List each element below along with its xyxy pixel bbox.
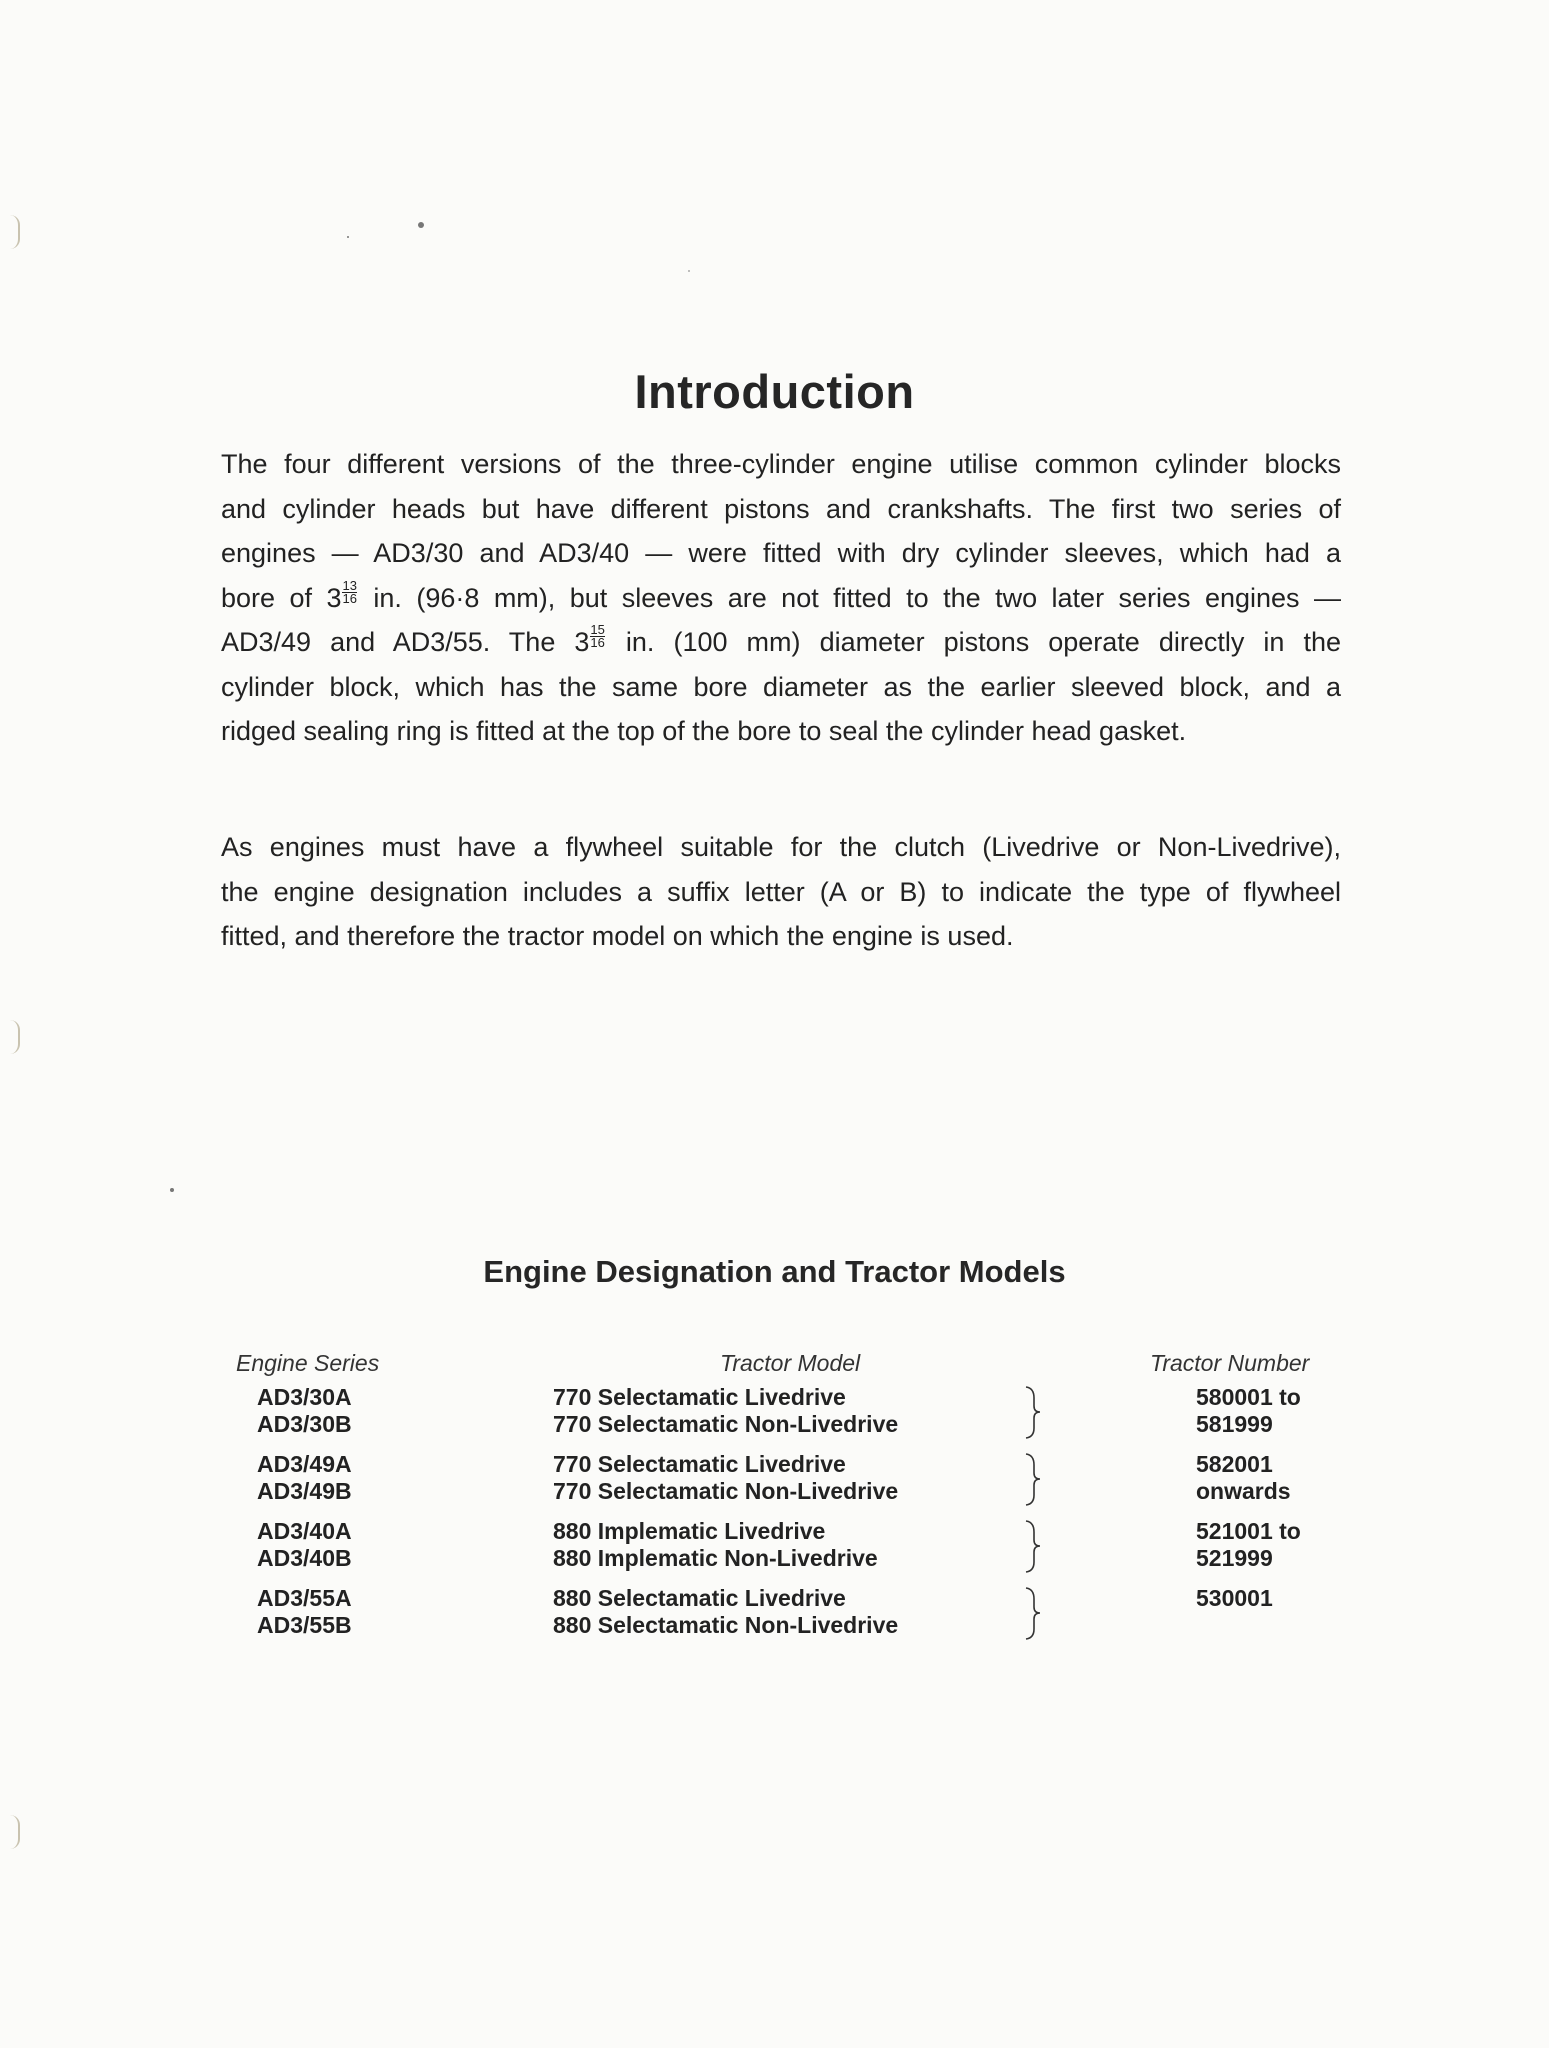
table-row-group <box>0 1451 1549 1507</box>
tractor-number: 530001 <box>1196 1585 1273 1611</box>
tractor-number: onwards <box>1196 1478 1291 1504</box>
engine-series: AD3/55B <box>257 1612 352 1638</box>
scan-speck <box>170 1188 174 1192</box>
table-title: Engine Designation and Tractor Models <box>483 1254 1066 1289</box>
column-header-engine-series: Engine Series <box>236 1350 380 1376</box>
fraction-numerator: 15 <box>590 622 605 637</box>
scan-edge-mark <box>10 215 20 249</box>
scan-speck <box>688 270 690 272</box>
text-fragment: bore of 3 <box>221 582 342 613</box>
fraction-denominator: 16 <box>342 590 357 606</box>
tractor-number: 521001 to <box>1196 1518 1301 1544</box>
text-line: and cylinder heads but have different pistons and crankshafts. The first two series of <box>221 493 1341 524</box>
tractor-model-cell <box>553 1451 898 1505</box>
tractor-number: 580001 to <box>1196 1384 1301 1410</box>
engine-series: AD3/49A <box>257 1451 352 1477</box>
tractor-number: 521999 <box>1196 1545 1273 1571</box>
table-row-group <box>0 1384 1549 1440</box>
tractor-model: 770 Selectamatic Non-Livedrive <box>553 1411 899 1437</box>
scan-speck <box>347 236 349 238</box>
text-line: ridged sealing ring is fitted at the top of the bore to seal the cylinder head gasket. <box>221 716 1187 746</box>
page-title: Introduction <box>634 365 915 418</box>
tractor-model: 880 Selectamatic Non-Livedrive <box>553 1612 899 1638</box>
right-brace-icon <box>1022 1585 1046 1641</box>
tractor-model-cell <box>553 1384 898 1438</box>
engine-series: AD3/40A <box>257 1518 352 1544</box>
text-line: cylinder block, which has the same bore diameter as the earlier sleeved block, and a <box>221 671 1341 702</box>
right-brace-icon <box>1022 1384 1046 1440</box>
column-header-tractor-number: Tractor Number <box>1150 1350 1310 1376</box>
tractor-number-cell <box>1196 1451 1291 1505</box>
engine-series-cell <box>257 1518 352 1572</box>
tractor-model: 880 Selectamatic Livedrive <box>553 1585 846 1611</box>
engine-series: AD3/49B <box>257 1478 352 1504</box>
column-header-tractor-model: Tractor Model <box>720 1350 861 1376</box>
tractor-model-cell <box>553 1518 878 1572</box>
tractor-model: 880 Implematic Non-Livedrive <box>553 1545 878 1571</box>
text-line: As engines must have a flywheel suitable for the clutch (Livedrive or Non-Livedrive), <box>221 832 1341 862</box>
text-line-with-fraction <box>221 620 1341 665</box>
tractor-number-cell <box>1196 1518 1301 1572</box>
fraction-numerator: 13 <box>342 577 357 593</box>
tractor-model-cell <box>553 1585 898 1639</box>
scan-edge-mark <box>10 1815 20 1849</box>
table-row-group <box>0 1585 1549 1641</box>
fraction-denominator: 16 <box>590 635 605 650</box>
text-line: The four different versions of the three-cylinder engine utilise common cylinder blocks <box>221 449 1341 479</box>
tractor-number: 582001 <box>1196 1451 1273 1477</box>
text-line: engines — AD3/30 and AD3/40 — were fitted with dry cylinder sleeves, which had a <box>221 538 1341 568</box>
tractor-model: 770 Selectamatic Livedrive <box>553 1451 846 1477</box>
tractor-model: 770 Selectamatic Non-Livedrive <box>553 1478 899 1504</box>
fraction <box>342 577 357 606</box>
text-line-with-fraction <box>221 576 1341 621</box>
engine-series: AD3/55A <box>257 1585 352 1611</box>
scan-edge-mark <box>10 1020 20 1054</box>
text-fragment: in. (100 mm) diameter pistons operate directly in the <box>606 627 1342 657</box>
tractor-number: 581999 <box>1196 1411 1273 1437</box>
tractor-number-cell <box>1196 1585 1273 1612</box>
scan-speck <box>418 222 424 228</box>
engine-series: AD3/30B <box>257 1411 352 1437</box>
text-line: the engine designation includes a suffix letter (A or B) to indicate the type of flywheel <box>221 876 1341 907</box>
intro-paragraph-1 <box>221 442 1341 754</box>
engine-series-cell <box>257 1451 352 1505</box>
engine-series-cell <box>257 1585 352 1639</box>
text-fragment: AD3/49 and AD3/55. The 3 <box>221 627 590 657</box>
text-line: fitted, and therefore the tractor model on which the engine is used. <box>221 921 1014 951</box>
engine-series-cell <box>257 1384 352 1438</box>
intro-paragraph-2 <box>221 825 1341 959</box>
tractor-model: 880 Implematic Livedrive <box>553 1518 826 1544</box>
engine-series: AD3/30A <box>257 1384 352 1410</box>
fraction <box>590 624 604 649</box>
right-brace-icon <box>1022 1451 1046 1507</box>
text-fragment: in. (96·8 mm), but sleeves are not fitted to the two later series engines — <box>358 582 1341 613</box>
tractor-model: 770 Selectamatic Livedrive <box>553 1384 846 1410</box>
table-row-group <box>0 1518 1549 1574</box>
right-brace-icon <box>1022 1518 1046 1574</box>
tractor-number-cell <box>1196 1384 1301 1438</box>
engine-series: AD3/40B <box>257 1545 352 1571</box>
